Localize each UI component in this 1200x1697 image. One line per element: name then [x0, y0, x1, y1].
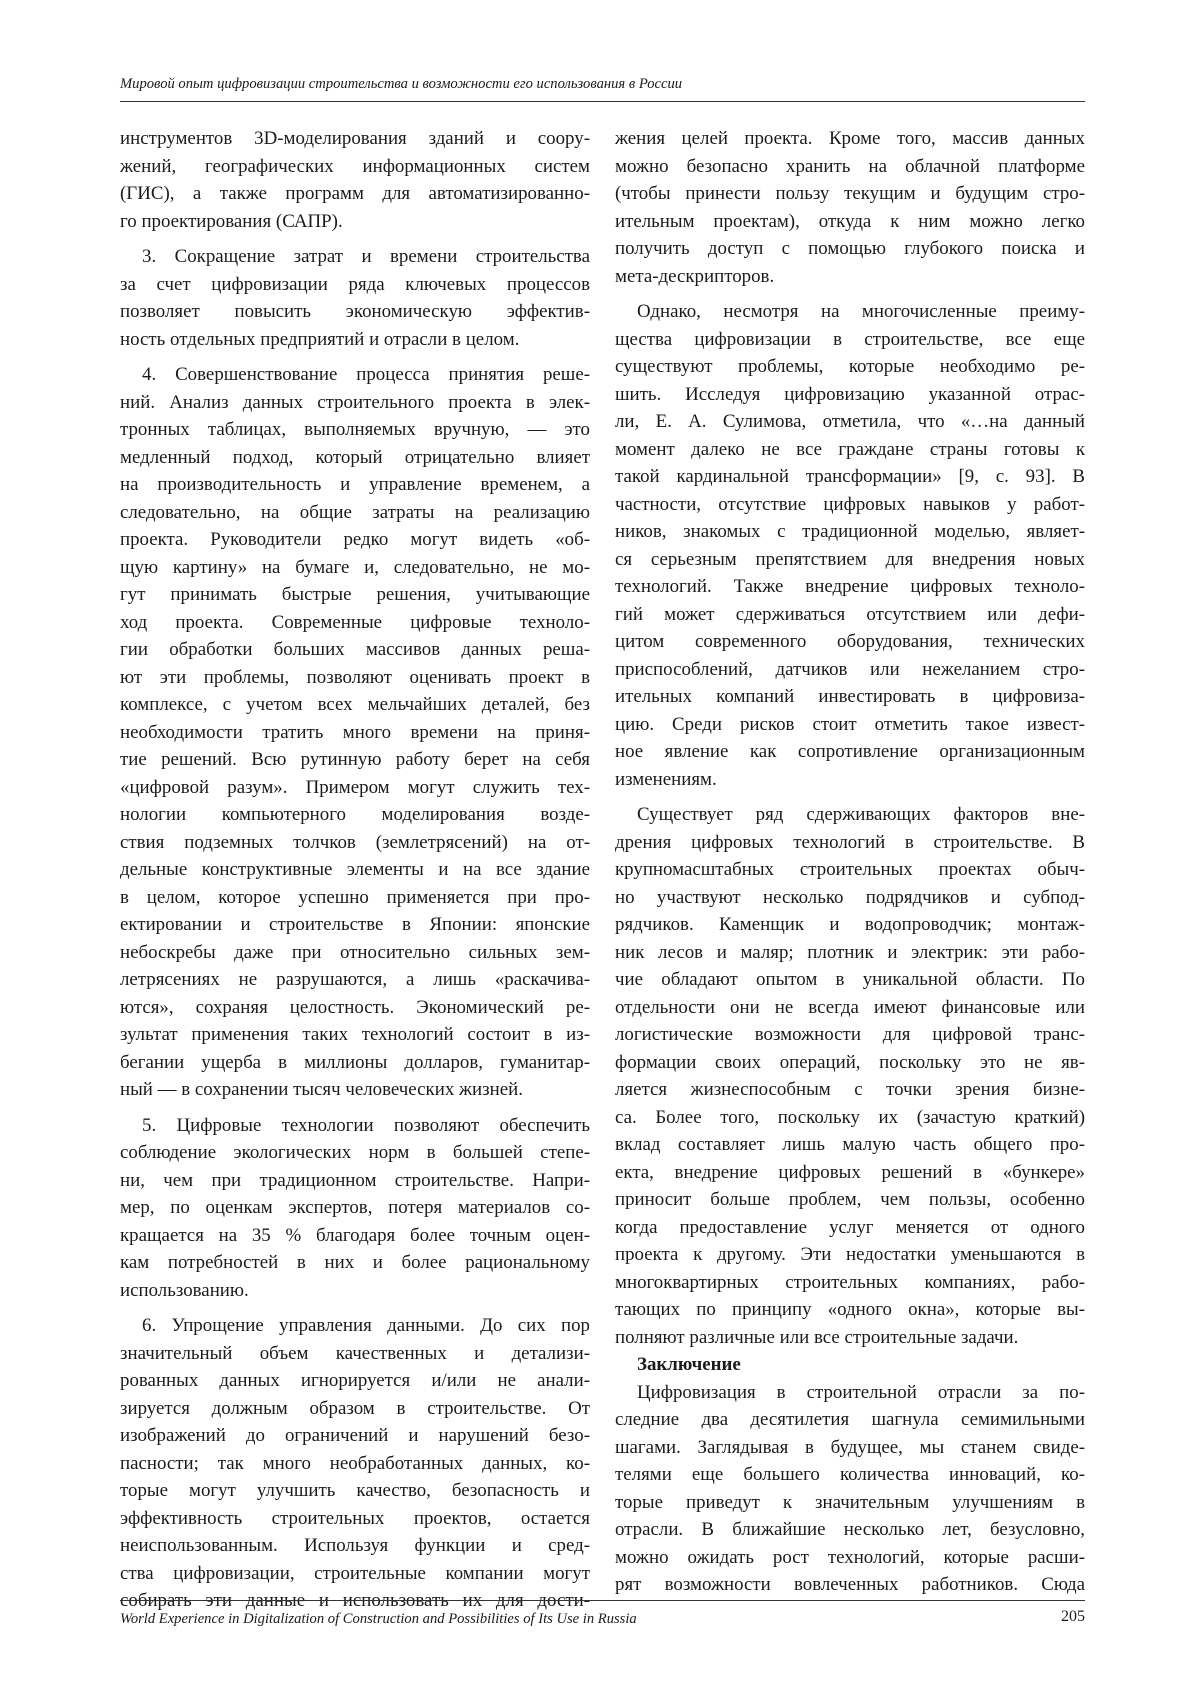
- text-line: гии обработки больших массивов данных реша-: [120, 639, 590, 660]
- text-line: кращается на 35 % благодаря более точным оцен-: [120, 1224, 590, 1246]
- text-line: ников, знакомых с традиционной моделью, являет-: [615, 521, 1085, 542]
- text-line: летрясениях не разрушаются, а лишь «раскачива-: [120, 969, 590, 990]
- left-column: [120, 125, 590, 1615]
- text-line: го проектирования (САПР).: [120, 210, 343, 232]
- text-line: можно безопасно хранить на облачной платформе: [615, 155, 1085, 177]
- text-line: небоскребы даже при относительно сильных зем-: [120, 941, 590, 963]
- text-line: ства цифровизации, строительные компании могут: [120, 1562, 590, 1584]
- text-line: можно ожидать рост технологий, которые расши-: [615, 1546, 1085, 1568]
- text-line: изменениям.: [615, 768, 717, 790]
- text-line: 4. Совершенствование процесса принятия реше-: [142, 364, 590, 385]
- text-line: ют эти проблемы, позволяют оценивать проект в: [120, 666, 590, 688]
- text-line: формации своих операций, поскольку это не яв-: [615, 1051, 1085, 1073]
- text-line: ли, Е. А. Сулимова, отметила, что «…на данный: [615, 411, 1085, 432]
- text-line: следние два десятилетия шагнула семимильными: [615, 1409, 1085, 1430]
- text-line: ствия подземных толчков (землетрясений) на от-: [120, 831, 590, 853]
- text-line: тающих по принципу «одного окна», которые вы-: [615, 1299, 1085, 1320]
- text-line: отдельности они не всегда имеют финансовые или: [615, 996, 1085, 1018]
- text-line: момент далеко не все граждане страны готовы к: [615, 438, 1085, 460]
- text-line: вклад составляет лишь малую часть общего про-: [615, 1134, 1085, 1155]
- text-line: такой кардинальной трансформации» [9, с. 93]. В: [615, 466, 1085, 487]
- text-line: на производительность и управление временем, а: [120, 474, 590, 495]
- text-line: шагами. Заглядывая в будущее, мы станем свиде-: [615, 1436, 1085, 1458]
- text-line: 6. Упрощение управления данными. До сих пор: [142, 1315, 590, 1336]
- text-line: ник лесов и маляр; плотник и электрик: эти рабо-: [615, 941, 1085, 963]
- text-line: Цифровизация в строительной отрасли за по-: [637, 1381, 1085, 1403]
- text-line: медленный подход, который отрицательно влияет: [120, 446, 590, 468]
- text-line: цитом современного оборудования, технических: [615, 631, 1085, 652]
- text-line: ни, чем при традиционном строительстве. Напри-: [120, 1169, 590, 1191]
- text-line: ний. Анализ данных строительного проекта в элек-: [120, 391, 590, 413]
- text-line: цию. Среди рисков стоит отметить такое извест-: [615, 713, 1085, 735]
- text-line: технологий. Также внедрение цифровых техноло-: [615, 576, 1085, 597]
- text-line: рядчиков. Каменщик и водопроводчик; монтаж-: [615, 914, 1085, 935]
- text-line: дрения цифровых технологий в строительстве. В: [615, 831, 1085, 853]
- section-heading: Заключение: [637, 1354, 741, 1375]
- text-line: дельные конструктивные элементы и на все здание: [120, 859, 590, 880]
- text-line: инструментов 3D-моделирования зданий и соору-: [120, 128, 590, 149]
- text-line: соблюдение экологических норм в большей степе-: [120, 1142, 590, 1163]
- text-line: Существует ряд сдерживающих факторов вне-: [637, 804, 1085, 825]
- text-line: существуют проблемы, которые необходимо ре-: [615, 356, 1085, 377]
- text-line: собирать эти данные и использовать их для дости-: [120, 1590, 590, 1611]
- text-line: проекта к другому. Эти недостатки уменьшаются в: [615, 1244, 1085, 1265]
- text-line: рованных данных игнорируется и/или не анали-: [120, 1370, 590, 1391]
- text-line: логистические возможности для цифровой транс-: [615, 1024, 1085, 1045]
- text-line: «цифровой разум». Примером могут служить тех-: [120, 776, 590, 798]
- text-line: неиспользованным. Используя функции и сред-: [120, 1535, 590, 1556]
- text-line: зируется должным образом в строительстве. От: [120, 1397, 590, 1419]
- footer-rule: [120, 1600, 1085, 1601]
- text-line: приспособлений, датчиков или нежеланием стро-: [615, 658, 1085, 680]
- text-line: ются», сохраняя целостность. Экономический ре-: [120, 996, 590, 1018]
- text-line: 5. Цифровые технологии позволяют обеспечить: [142, 1114, 590, 1136]
- text-line: приносит больше проблем, чем пользы, особенно: [615, 1189, 1085, 1210]
- text-line: торые могут улучшить качество, безопасность и: [120, 1480, 590, 1501]
- text-line: ектировании и строительстве в Японии: японские: [120, 914, 590, 935]
- text-line: жения целей проекта. Кроме того, массив данных: [615, 128, 1085, 149]
- text-line: гут принимать быстрые решения, учитывающие: [120, 584, 590, 605]
- text-line: в целом, которое успешно применяется при про-: [120, 886, 590, 908]
- text-line: рят возможности вовлеченных работников. Сюда: [615, 1574, 1085, 1595]
- text-line: ное явление как сопротивление организационным: [615, 741, 1085, 762]
- text-line: са. Более того, поскольку их (зачастую краткий): [615, 1106, 1085, 1128]
- text-line: мер, по оценкам экспертов, потеря материалов со-: [120, 1197, 590, 1218]
- text-line: многоквартирных строительных компаниях, рабо-: [615, 1271, 1085, 1293]
- text-line: отрасли. В ближайшие несколько лет, безусловно,: [615, 1519, 1085, 1540]
- text-line: 3. Сокращение затрат и времени строительства: [142, 246, 590, 267]
- header-rule: [120, 101, 1085, 102]
- text-line: жений, географических информационных систем: [120, 155, 590, 177]
- text-line: ность отдельных предприятий и отрасли в целом.: [120, 328, 520, 350]
- text-line: полняют различные или все строительные задачи.: [615, 1326, 1019, 1348]
- text-line: бегании ущерба в миллионы долларов, гуманитар-: [120, 1051, 590, 1073]
- text-line: ся серьезным препятствием для внедрения новых: [615, 548, 1085, 570]
- text-line: получить доступ с помощью глубокого поиска и: [615, 238, 1085, 259]
- text-line: ительным проектам), откуда к ним можно легко: [615, 210, 1085, 232]
- text-line: когда предоставление услуг меняется от одного: [615, 1216, 1085, 1238]
- text-line: торые приведут к значительным улучшениям в: [615, 1491, 1085, 1513]
- text-line: частности, отсутствие цифровых навыков у работ-: [615, 493, 1085, 515]
- text-line: (ГИС), а также программ для автоматизированно-: [120, 183, 590, 204]
- text-line: пасности; так много необработанных данных, ко-: [120, 1452, 590, 1474]
- text-line: щества цифровизации в строительстве, все еще: [615, 328, 1085, 350]
- text-line: телями еще большего количества инноваций, ко-: [615, 1464, 1085, 1485]
- text-line: но участвуют несколько подрядчиков и субпод-: [615, 886, 1085, 908]
- right-column: [615, 125, 1085, 1599]
- running-footer: World Experience in Digitalization of Construction and Possibilities of Its Use in Russia: [120, 1611, 637, 1627]
- text-line: ляется жизнеспособным с точки зрения бизне-: [615, 1079, 1085, 1100]
- text-line: ительных компаний инвестировать в цифровиза-: [615, 686, 1085, 707]
- text-line: щую картину» на бумаге и, следовательно, не мо-: [120, 556, 590, 578]
- text-line: тие решений. Всю рутинную работу берет на себя: [120, 749, 590, 770]
- text-line: изображений до ограничений и нарушений безо-: [120, 1425, 590, 1446]
- text-line: гий может сдерживаться отсутствием или дефи-: [615, 603, 1085, 625]
- text-line: крупномасштабных строительных проектах обыч-: [615, 859, 1085, 880]
- page-number: 205: [1061, 1608, 1085, 1625]
- text-line: кам потребностей в них и более рациональному: [120, 1252, 590, 1273]
- text-line: использованию.: [120, 1279, 249, 1301]
- text-line: значительный объем качественных и детализи-: [120, 1342, 590, 1364]
- text-line: шить. Исследуя цифровизацию указанной отрас-: [615, 383, 1085, 405]
- text-line: ход проекта. Современные цифровые техноло-: [120, 611, 590, 633]
- text-line: тронных таблицах, выполняемых вручную, — это: [120, 419, 590, 440]
- text-line: эффективность строительных проектов, остается: [120, 1507, 590, 1529]
- text-line: мета-дескрипторов.: [615, 265, 775, 287]
- text-line: комплексе, с учетом всех мельчайших деталей, без: [120, 694, 590, 715]
- text-line: проекта. Руководители редко могут видеть «об-: [120, 529, 590, 550]
- text-line: Однако, несмотря на многочисленные преиму-: [637, 301, 1085, 322]
- text-line: зультат применения таких технологий состоит в из-: [120, 1024, 590, 1045]
- text-line: чие обладают опытом в уникальной области. По: [615, 969, 1085, 990]
- text-line: следовательно, на общие затраты на реализацию: [120, 501, 590, 523]
- text-line: екта, внедрение цифровых решений в «бункере»: [615, 1161, 1085, 1183]
- text-line: за счет цифровизации ряда ключевых процессов: [120, 273, 590, 295]
- text-line: позволяет повысить экономическую эффектив-: [120, 301, 590, 322]
- text-line: (чтобы принести пользу текущим и будущим стро-: [615, 183, 1085, 204]
- text-line: нологии компьютерного моделирования возде-: [120, 804, 590, 825]
- running-header: Мировой опыт цифровизации строительства и возможности его использования в России: [120, 76, 683, 92]
- text-line: необходимости тратить много времени на приня-: [120, 721, 590, 743]
- text-line: ный — в сохранении тысяч человеческих жизней.: [120, 1079, 523, 1100]
